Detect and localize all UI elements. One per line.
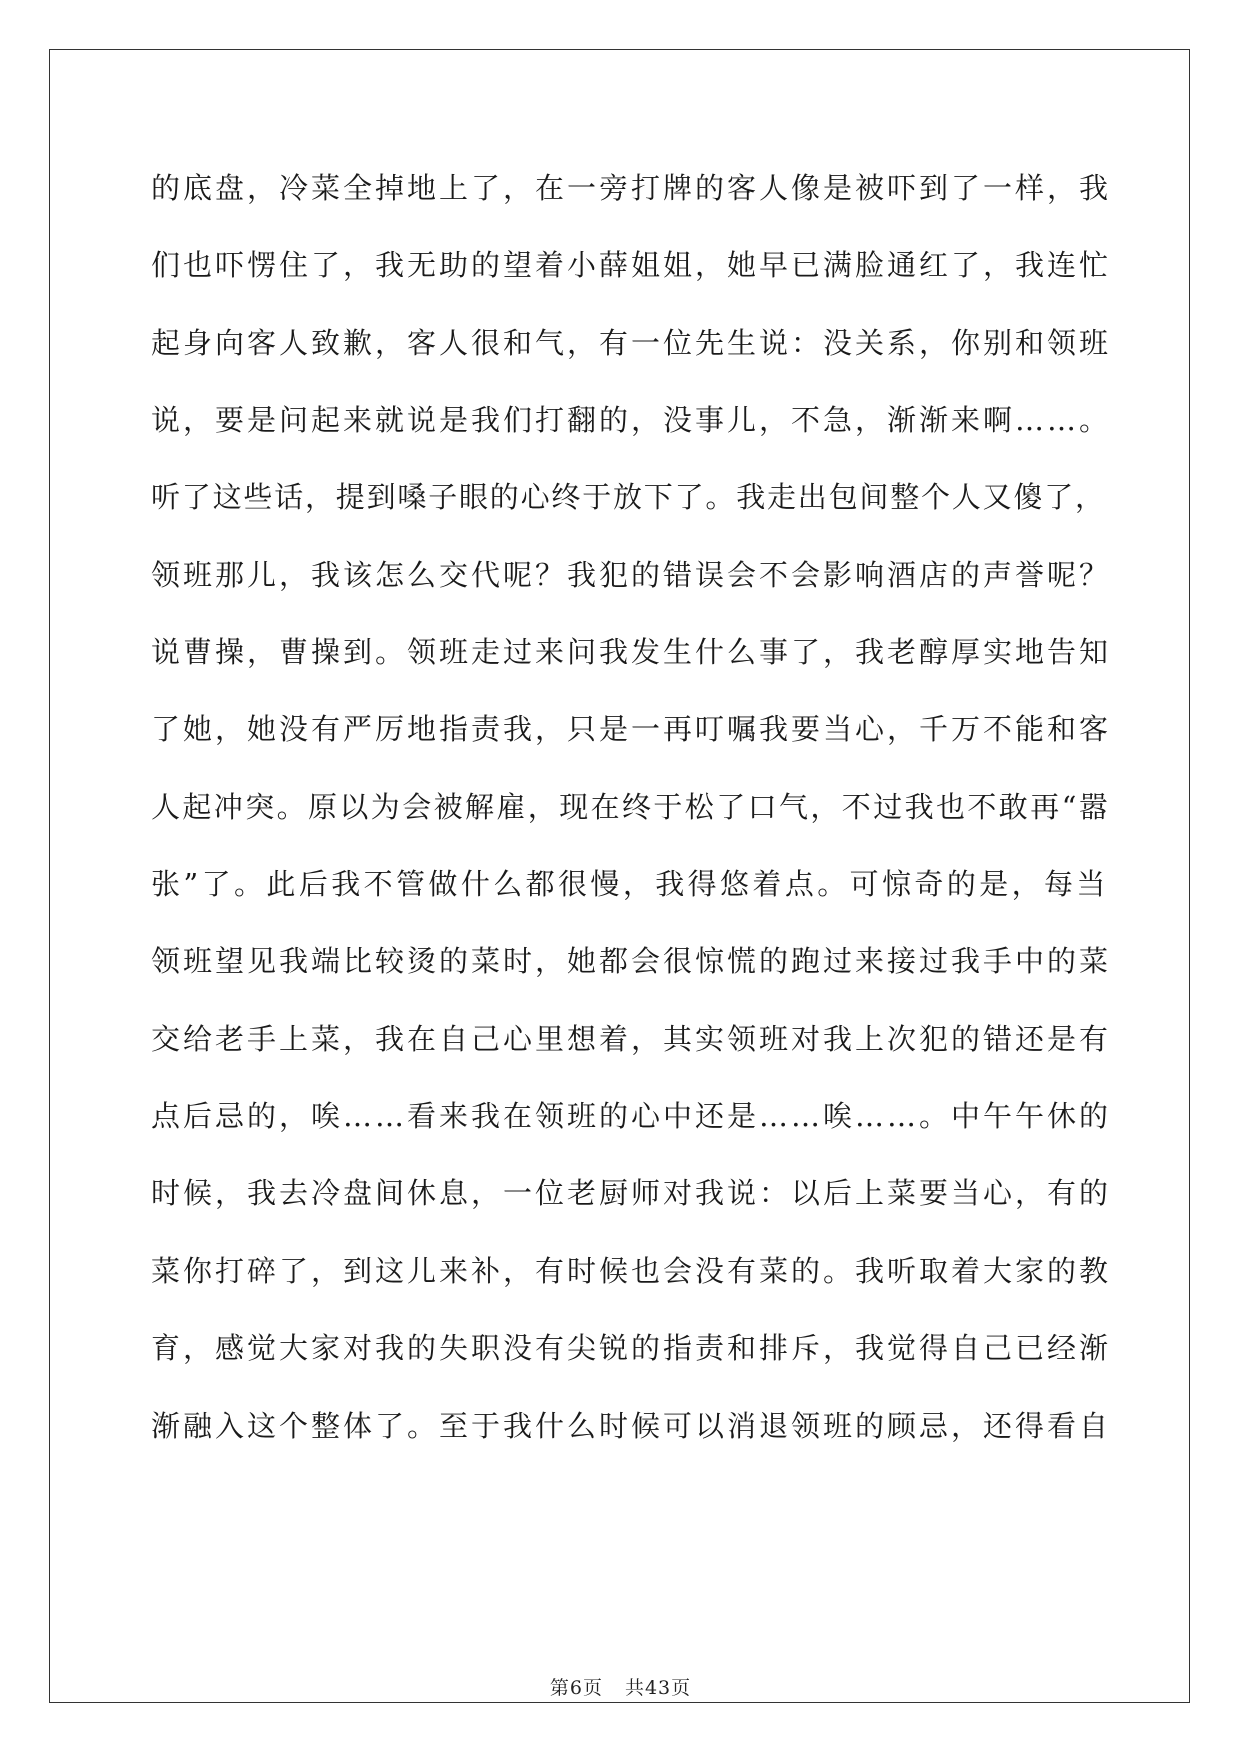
text-line: 张”了。此后我不管做什么都很慢，我得悠着点。可惊奇的是，每当 xyxy=(151,867,1109,902)
text-line: 点后忌的，唉……看来我在领班的心中还是……唉……。中午午休的 xyxy=(151,1099,1112,1134)
text-line: 领班望见我端比较烫的菜时，她都会很惊慌的跑过来接过我手中的菜 xyxy=(151,944,1112,979)
current-page-number: 第6页 xyxy=(549,1677,603,1699)
text-line: 时候，我去冷盘间休息，一位老厨师对我说：以后上菜要当心，有的 xyxy=(151,1176,1112,1211)
text-line: 渐融入这个整体了。至于我什么时候可以消退领班的顾忌，还得看自 xyxy=(151,1408,1112,1443)
text-line: 听了这些话，提到嗓子眼的心终于放下了。我走出包间整个人又傻了， xyxy=(151,480,1106,515)
text-line: 的底盘，冷菜全掉地上了，在一旁打牌的客人像是被吓到了一样，我 xyxy=(151,171,1112,205)
text-line: 们也吓愣住了，我无助的望着小薛姐姐，她早已满脸通红了，我连忙 xyxy=(151,248,1112,283)
text-line: 说曹操，曹操到。领班走过来问我发生什么事了，我老醇厚实地告知 xyxy=(151,635,1112,670)
text-line: 人起冲突。原以为会被解雇，现在终于松了口气，不过我也不敢再“嚣 xyxy=(151,789,1111,824)
total-page-count: 共43页 xyxy=(624,1677,692,1699)
document-body xyxy=(151,166,1112,1481)
text-line: 了她，她没有严厉地指责我，只是一再叮嘱我要当心，千万不能和客 xyxy=(151,712,1112,747)
text-line: 交给老手上菜，我在自己心里想着，其实领班对我上次犯的错还是有 xyxy=(151,1021,1112,1056)
text-line: 说，要是问起来就说是我们打翻的，没事儿，不急，渐渐来啊……。 xyxy=(151,403,1112,438)
text-line: 菜你打碎了，到这儿来补，有时候也会没有菜的。我听取着大家的教 xyxy=(151,1253,1112,1288)
text-line: 领班那儿，我该怎么交代呢？我犯的错误会不会影响酒店的声誉呢？ xyxy=(151,557,1112,592)
page-footer xyxy=(0,1676,1241,1700)
text-line: 育，感觉大家对我的失职没有尖锐的指责和排斥，我觉得自己已经渐 xyxy=(151,1331,1112,1366)
text-line: 起身向客人致歉，客人很和气，有一位先生说：没关系，你别和领班 xyxy=(151,325,1112,360)
